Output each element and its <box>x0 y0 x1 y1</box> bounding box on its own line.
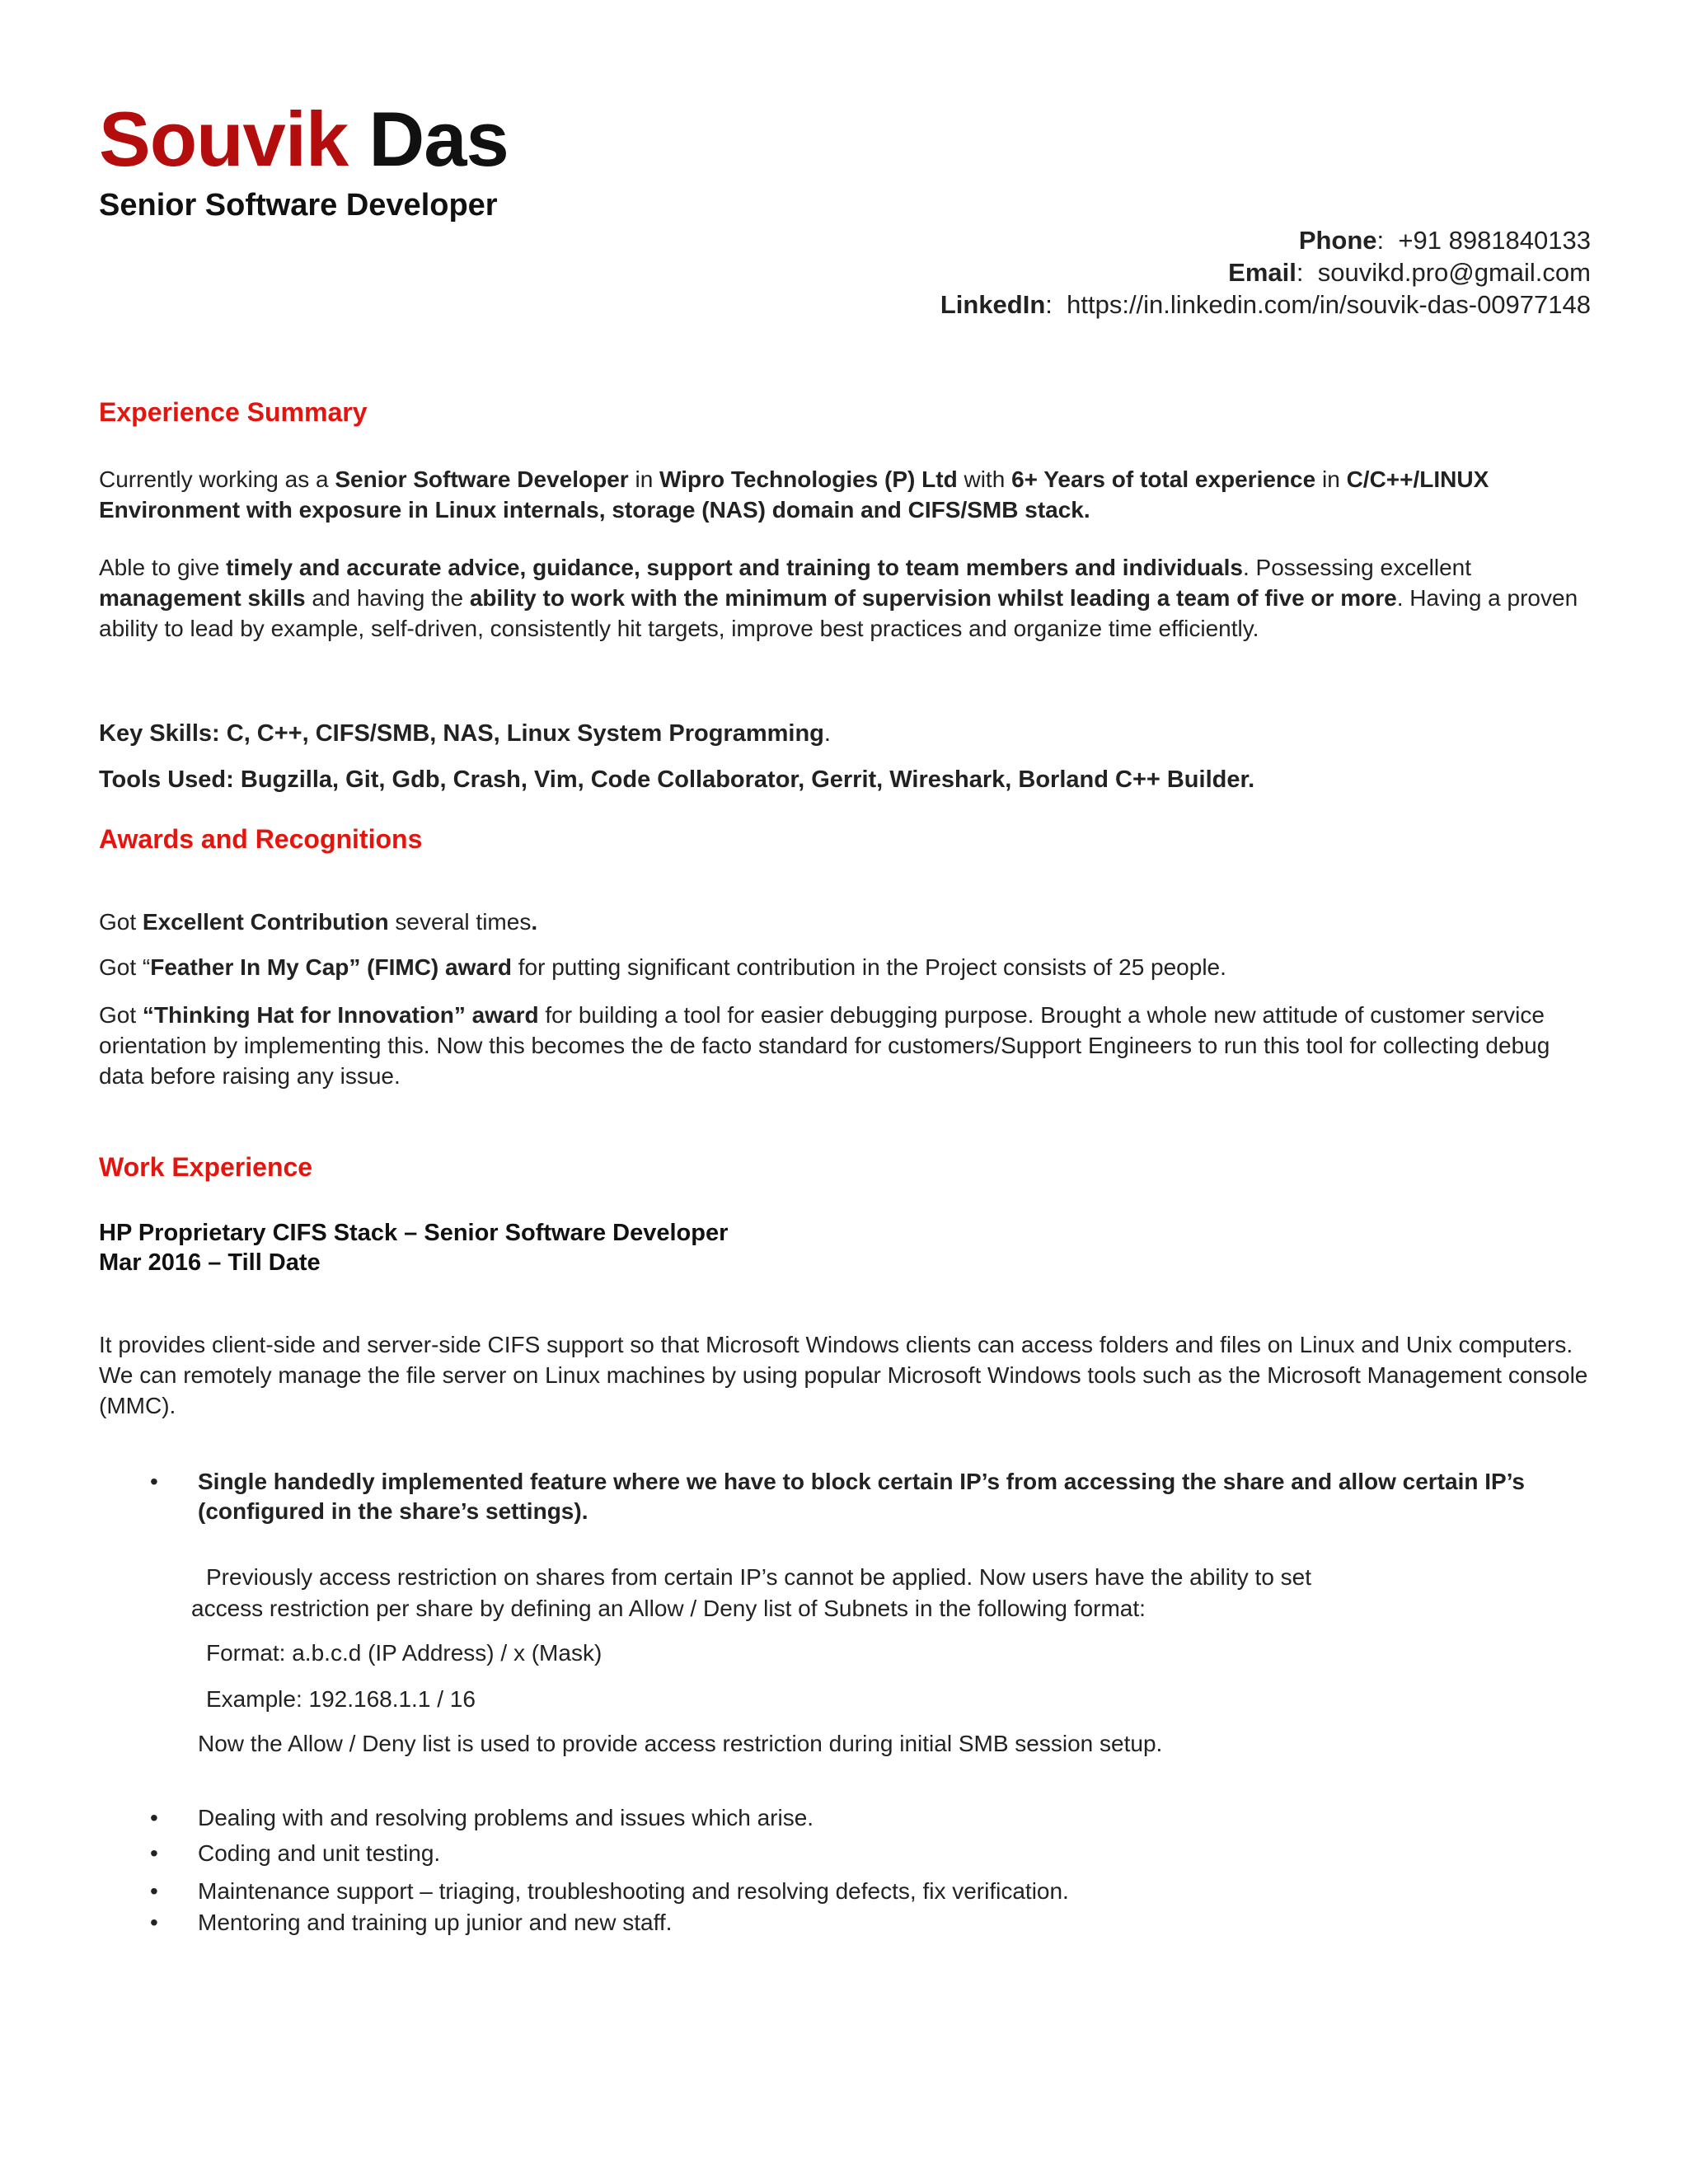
summary-p2-text: Able to give <box>99 555 227 580</box>
first-name: Souvik <box>99 96 349 182</box>
email-label: Email <box>1228 258 1296 287</box>
list-item-text: Maintenance support – triaging, troubleshooting and resolving defects, fix verification. <box>198 1878 1069 1904</box>
summary-p2-text: . Having a proven ability to lead by example, self-driven, consistently hit targets, improve best practices and organize time efficiently. <box>99 585 1578 641</box>
section-title-experience-summary: Experience Summary <box>99 397 368 427</box>
job-entry-header <box>99 1218 728 1277</box>
award-text: Got <box>99 909 143 935</box>
award-text: for building a tool for easier debugging purpose. Brought a whole new attitude of customer service orientation by implementing this. Now this becomes the de facto standard for customers/Support Engineers to run this tool for collecting debug data before raising any issue. <box>99 1002 1550 1089</box>
summary-p1-years: 6+ Years of total experience <box>1011 466 1316 492</box>
award-text: for putting significant contribution in the Project consists of 25 people. <box>511 954 1226 980</box>
summary-p1-text: with <box>957 466 1012 492</box>
summary-p1-text: in <box>628 466 660 492</box>
job-title: HP Proprietary CIFS Stack – Senior Software Developer <box>99 1220 729 1246</box>
list-item-text: Mentoring and training up junior and new staff. <box>198 1910 673 1935</box>
usage-line: Now the Allow / Deny list is used to provide access restriction during initial SMB session setup. <box>198 1731 1163 1756</box>
summary-p1-company: Wipro Technologies (P) Ltd <box>659 466 958 492</box>
tools-label: Tools Used: <box>99 766 234 793</box>
summary-p1-text: Currently working as a <box>99 466 335 492</box>
job-dates: Mar 2016 – Till Date <box>99 1249 321 1276</box>
feature-bullet-text: Single handedly implemented feature where we have to block certain IP’s from accessing the share and allow certain IP’s (configured in the share’s settings). <box>198 1469 1525 1524</box>
job-description: It provides client-side and server-side CIFS support so that Microsoft Windows clients can access folders and files on Linux and Unix computers. We can remotely manage the file server on Linux machines by using popular Microsoft Windows tools such as the Microsoft Management console (MMC). <box>99 1332 1588 1418</box>
award-text: Got <box>99 1002 143 1028</box>
job-headline: Senior Software Developer <box>99 188 498 223</box>
bullet-icon: • <box>150 1805 158 1830</box>
linkedin-value[interactable]: https://in.linkedin.com/in/souvik-das-00977148 <box>1067 290 1591 319</box>
summary-p2-text: . Possessing excellent <box>1242 555 1472 580</box>
award-text: Got “ <box>99 954 151 980</box>
award-text: several times <box>388 909 532 935</box>
bullet-icon: • <box>150 1469 158 1494</box>
key-skills-label: Key Skills: <box>99 720 220 747</box>
phone-value: +91 8981840133 <box>1398 226 1591 255</box>
summary-p1-environment: C/C++/LINUX Environment with exposure in Linux internals, storage (NAS) domain and CIFS/SMB stack. <box>99 466 1489 523</box>
tools-value: Bugzilla, Git, Gdb, Crash, Vim, Code Collaborator, Gerrit, Wireshark, Borland C++ Builder. <box>240 766 1255 793</box>
format-line: Format: a.b.c.d (IP Address) / x (Mask) <box>206 1640 603 1666</box>
summary-p1-role: Senior Software Developer <box>335 466 629 492</box>
linkedin-line: LinkedIn: https://in.linkedin.com/in/souvik-das-00977148 <box>940 290 1591 319</box>
list-item-text: Dealing with and resolving problems and issues which arise. <box>198 1805 814 1830</box>
bullet-icon: • <box>150 1910 158 1935</box>
key-skills-value: C, C++, CIFS/SMB, NAS, Linux System Programming <box>226 720 824 747</box>
phone-line: Phone: +91 8981840133 <box>1298 226 1591 255</box>
summary-p1-text: in <box>1315 466 1347 492</box>
summary-p2-bold: timely and accurate advice, guidance, support and training to team members and individuals <box>226 555 1243 580</box>
section-title-awards: Awards and Recognitions <box>99 824 423 854</box>
contact-block <box>940 224 1591 321</box>
feature-detail-line-2: access restriction per share by defining an Allow / Deny list of Subnets in the following format: <box>191 1596 1146 1621</box>
bullet-icon: • <box>150 1878 158 1904</box>
list-item-text: Coding and unit testing. <box>198 1840 441 1866</box>
candidate-name <box>99 96 509 182</box>
email-line: Email: souvikd.pro@gmail.com <box>1228 258 1591 287</box>
feature-detail-line-1: Previously access restriction on shares from certain IP’s cannot be applied. Now users have the ability to set <box>206 1564 1312 1590</box>
award-name: Feather In My Cap” (FIMC) award <box>150 954 512 980</box>
summary-paragraph-2 <box>99 552 1591 644</box>
summary-p2-text: and having the <box>305 585 470 611</box>
tools-line <box>99 765 1254 795</box>
last-name: Das <box>368 96 509 182</box>
award-name: “Thinking Hat for Innovation” award <box>142 1002 539 1028</box>
key-skills-end: . <box>823 720 831 747</box>
award-item <box>99 1000 1591 1091</box>
summary-paragraph-1 <box>99 464 1591 525</box>
summary-p2-bold: ability to work with the minimum of supervision whilst leading a team of five or more <box>469 585 1397 611</box>
award-name: Excellent Contribution <box>142 909 389 935</box>
award-item <box>99 952 1591 982</box>
linkedin-label: LinkedIn <box>940 290 1046 319</box>
key-skills-line <box>99 719 831 749</box>
section-title-work-experience: Work Experience <box>99 1152 313 1182</box>
email-value[interactable]: souvikd.pro@gmail.com <box>1317 258 1591 287</box>
phone-label: Phone <box>1298 226 1377 255</box>
award-item <box>99 907 1591 937</box>
example-line: Example: 192.168.1.1 / 16 <box>206 1686 476 1712</box>
summary-p2-bold: management skills <box>99 585 306 611</box>
award-text: . <box>531 909 538 935</box>
bullet-icon: • <box>150 1840 158 1866</box>
